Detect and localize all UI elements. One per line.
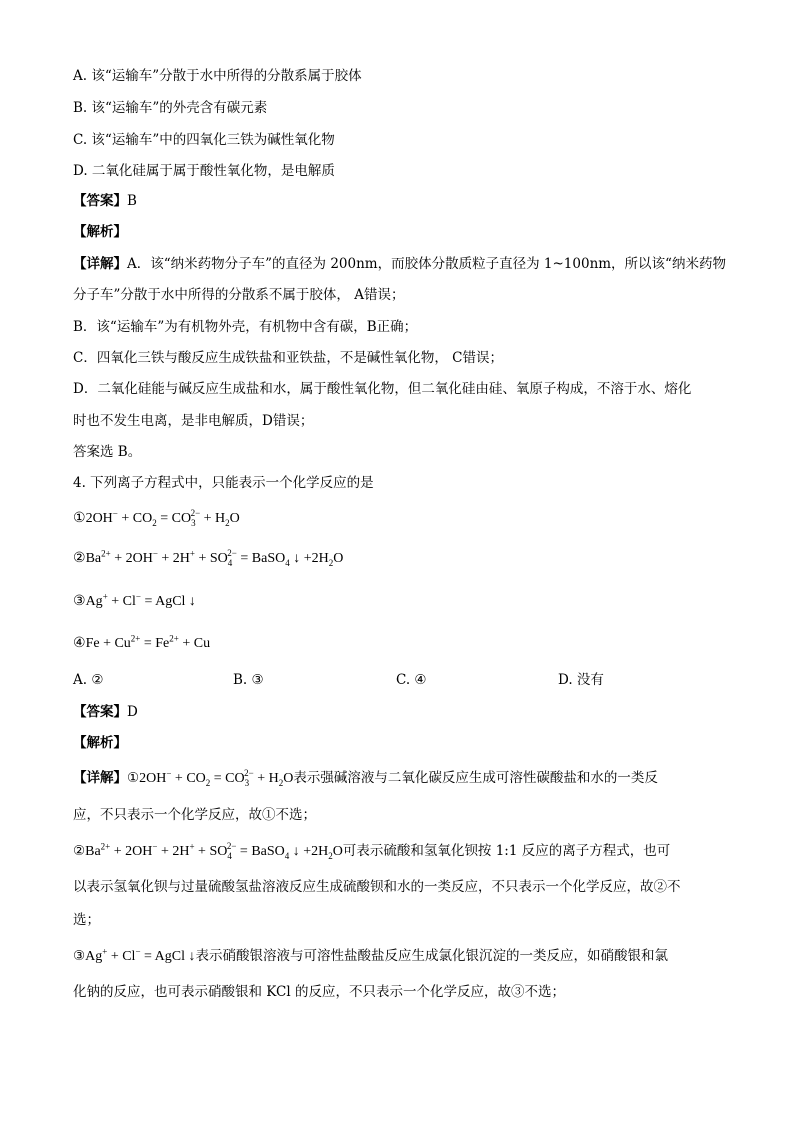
q4-detail-2-text: 可表示硫酸和氢氧化钡按 1:1 反应的离子方程式，也可 — [342, 843, 671, 859]
prev-detail-d-line1: D．二氧化硅能与碱反应生成盐和水，属于酸性氧化物，但二氧化硅由硅、氧原子构成，不溶于水、熔化 — [73, 381, 692, 397]
q4-detail-1-mark: ① — [127, 770, 140, 786]
q4-detail-3-equation: Ag+ + Cl− = AgCl ↓ — [85, 946, 196, 964]
q4-option-b: B. ③ — [233, 672, 264, 688]
equation-2: $②Ba^{2+} + 2OH^- + 2H^+ + SO_4^{2-}$ = BaSO$_4$ ↓ $+2H_2O$ — [73, 548, 344, 568]
q4-detail-1-text: 表示强碱溶液与二氧化碳反应生成可溶性碳酸盐和水的一类反 — [293, 770, 658, 786]
q4-detail-2-line1 — [73, 841, 670, 862]
prev-detail-a-line2: 分子车”分散于水中所得的分散系不属于胶体， A错误； — [73, 287, 405, 303]
question-4-options — [73, 670, 633, 690]
q4-detail-1-line1 — [73, 768, 658, 789]
answer-tag: 【答案】 — [73, 193, 127, 209]
prev-detail-b: B．该“运输车”为有机物外壳，有机物中含有碳，B正确； — [73, 319, 418, 335]
prev-detail-a-line1 — [73, 254, 726, 274]
q4-option-a: A. ② — [73, 672, 104, 688]
equation-1-mark: ① — [73, 511, 86, 526]
prev-answer — [73, 191, 137, 211]
prev-conclusion: 答案选 B。 — [73, 444, 142, 460]
q4-option-d: D. 没有 — [558, 672, 604, 688]
q4-detail-2-mark: ② — [73, 843, 86, 859]
q4-detail-tag: 【详解】 — [73, 770, 127, 786]
equation-3-mark: ③ — [73, 594, 86, 609]
detail-a-text: A．该“纳米药物分子车”的直径为 200nm，而胶体分散质粒子直径为 1~100nm，所以该“纳米药物 — [127, 256, 726, 272]
q4-detail-3-line2: 化钠的反应，也可表示硝酸银和 KCl 的反应，不只表示一个化学反应，故③不选； — [73, 984, 565, 1000]
q4-detail-2-equation: $Ba^{2+} + 2OH^- + 2H^+ + SO_4^{2-}$ = BaSO$_4$ ↓ $+2H_2O$ — [85, 841, 343, 861]
question-4-stem: 4. 下列离子方程式中，只能表示一个化学反应的是 — [73, 475, 374, 491]
q4-detail-3-line1 — [73, 946, 668, 967]
prev-option-a: A. 该“运输车”分散于水中所得的分散系属于胶体 — [73, 68, 362, 84]
equation-1: ①2OH− + $CO_2 = CO_3^{2-} + H_2O$ — [73, 508, 240, 528]
equation-4: ④Fe + $Cu^{2+} = Fe^{2+} + Cu$ — [73, 633, 211, 651]
q4-detail-3-text: 表示硝酸银溶液与可溶性盐酸盐反应生成氯化银沉淀的一类反应，如硝酸银和氯 — [195, 948, 668, 964]
equation-4-mark: ④ — [73, 636, 86, 651]
prev-option-b: B. 该“运输车”的外壳含有碳元素 — [73, 100, 268, 116]
q4-detail-2-line3: 选； — [73, 912, 100, 928]
prev-detail-d-line2: 时也不发生电离，是非电解质，D错误； — [73, 413, 314, 429]
prev-analysis-tag: 【解析】 — [73, 224, 127, 240]
answer-value: B — [127, 193, 137, 209]
q4-detail-2-line2: 以表示氢氧化钡与过量硫酸氢盐溶液反应生成硫酸钡和水的一类反应，不只表示一个化学反应，故②不 — [73, 879, 681, 895]
detail-tag: 【详解】 — [73, 256, 127, 272]
equation-3: ③Ag+ + Cl− = AgCl ↓ — [73, 591, 196, 609]
prev-detail-c: C．四氧化三铁与酸反应生成铁盐和亚铁盐，不是碱性氧化物， C错误； — [73, 350, 503, 366]
equation-2-mark: ② — [73, 551, 86, 566]
q4-detail-1-line2: 应，不只表示一个化学反应，故①不选； — [73, 807, 316, 823]
q4-answer-value: D — [127, 704, 138, 720]
q4-answer — [73, 702, 138, 722]
q4-answer-tag: 【答案】 — [73, 704, 127, 720]
q4-detail-3-mark: ③ — [73, 948, 86, 964]
prev-option-c: C. 该“运输车”中的四氧化三铁为碱性氧化物 — [73, 132, 335, 148]
prev-option-d: D. 二氧化硅属于属于酸性氧化物，是电解质 — [73, 163, 335, 179]
q4-detail-1-equation: $2OH^- + CO_2 = CO_3^{2-} + H_2O$ — [139, 768, 294, 788]
q4-option-c: C. ④ — [396, 672, 427, 688]
q4-analysis-tag: 【解析】 — [73, 735, 127, 751]
